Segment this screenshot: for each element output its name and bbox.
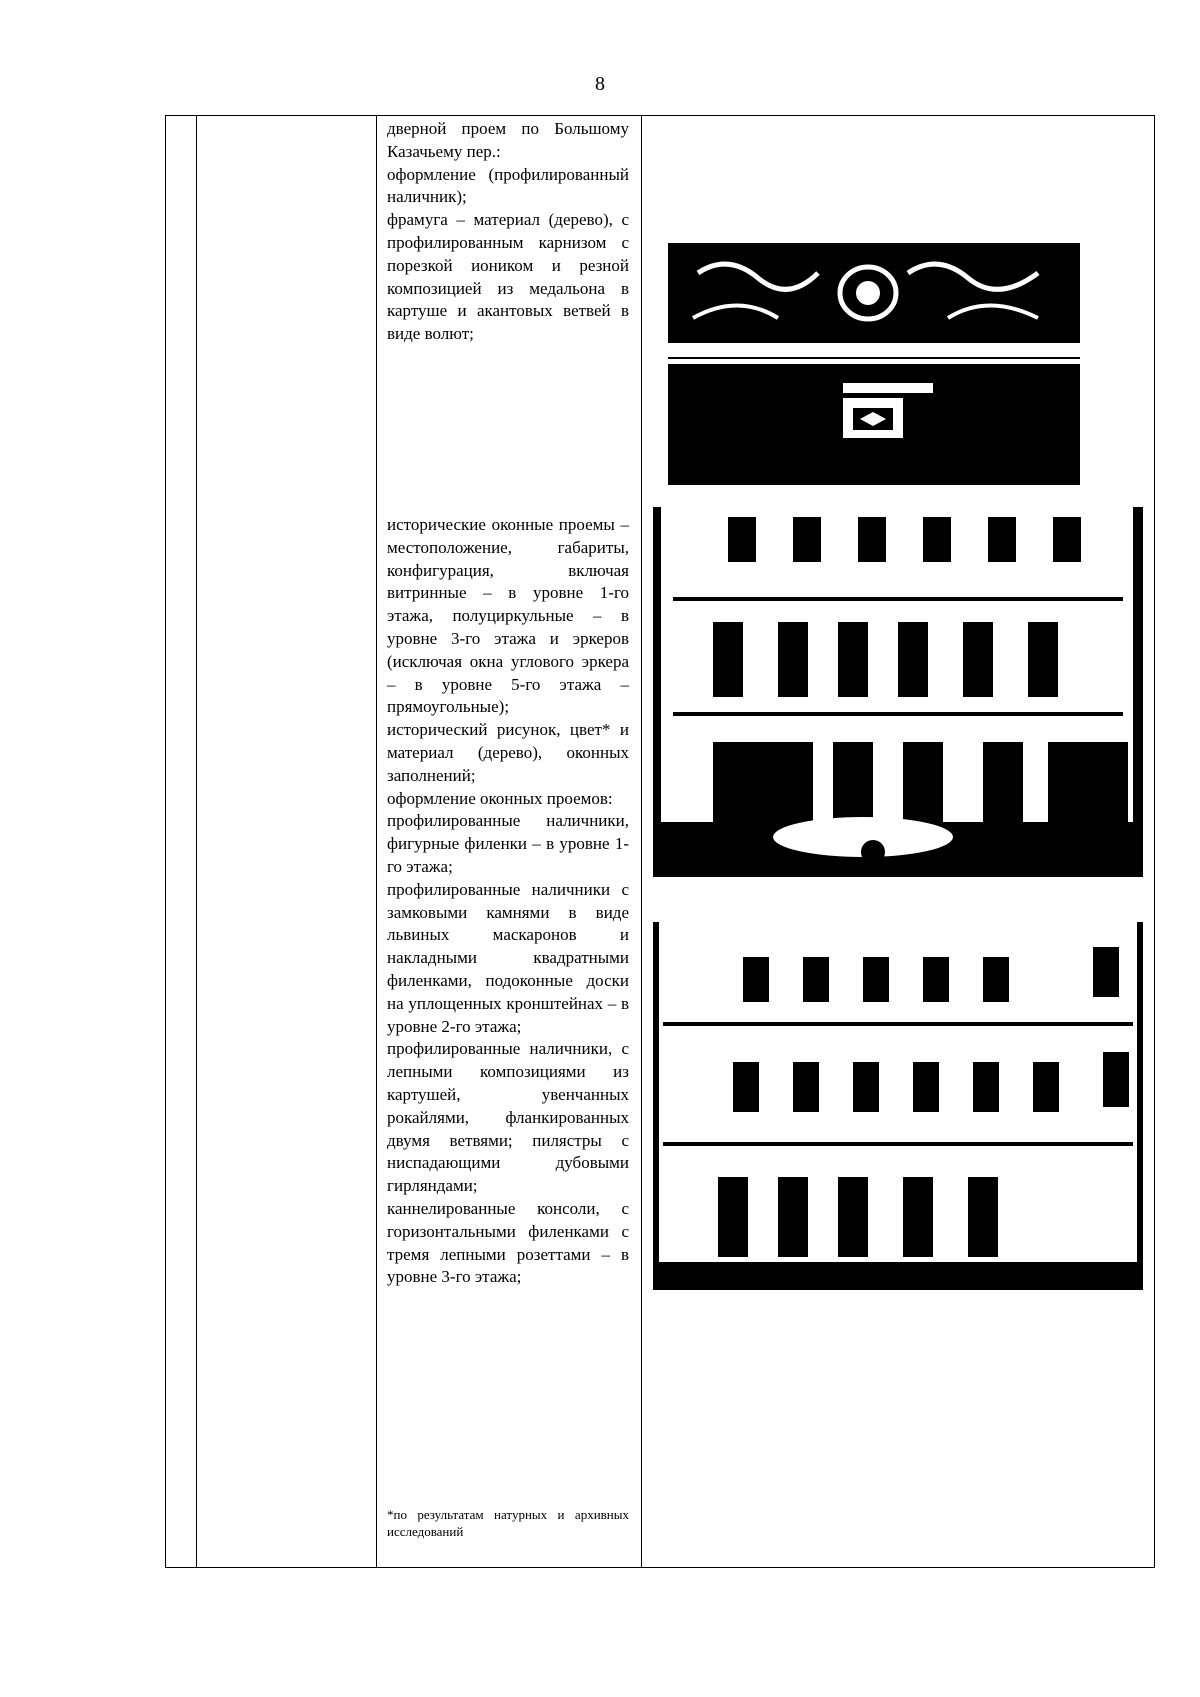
windows-line-5: профилированные наличники с замковыми камнями в виде львиных маскаронов и накладными квадратными филенками, подоконные доски на уплощенных кронштейнах – в уровне 2-го этажа; bbox=[387, 879, 629, 1036]
facade-photo-upper bbox=[653, 922, 1143, 1290]
door-description bbox=[387, 118, 629, 346]
page-number: 8 bbox=[595, 73, 605, 95]
footnote: *по результатам натурных и архивных исследований bbox=[387, 1507, 629, 1539]
windows-line-6: профилированные наличники, с лепными композициями из картушей, увенчанных рокайлями, фланкированных двумя ветвями; пилястры с ниспадающими дубовыми гирляндами; bbox=[387, 1039, 629, 1196]
windows-line-4: профилированные наличники, фигурные филенки – в уровне 1-го этажа; bbox=[387, 811, 629, 876]
door-transom-photo bbox=[668, 233, 1080, 485]
facade-photo-lower bbox=[653, 507, 1143, 877]
windows-description bbox=[387, 514, 629, 1289]
windows-line-3: оформление оконных проемов: bbox=[387, 788, 613, 808]
column-divider-2 bbox=[376, 116, 377, 1567]
door-line-2: оформление (профилированный наличник); bbox=[387, 164, 629, 207]
windows-line-2: исторический рисунок, цвет* и материал (дерево), оконных заполнений; bbox=[387, 720, 629, 785]
windows-line-7: каннелированные консоли, с горизонтальными филенками с тремя лепными розеттами – в уровне 3-го этажа; bbox=[387, 1198, 629, 1287]
column-divider-1 bbox=[196, 116, 197, 1567]
windows-line-1: исторические оконные проемы – местоположение, габариты, конфигурация, включая витринные – в уровне 1-го этажа, полуциркульные – в уровне 3-го этажа и эркеров (исключая окна углового эркера – в уровне 5-го этажа – прямоугольные); bbox=[387, 515, 629, 717]
column-divider-3 bbox=[641, 116, 642, 1567]
door-line-1: дверной проем по Большому Казачьему пер.: bbox=[387, 119, 629, 161]
door-line-3: фрамуга – материал (дерево), с профилированным карнизом с порезкой иоником и резной композицией из медальона в картуше и акантовых ветвей в виде волют; bbox=[387, 210, 629, 344]
